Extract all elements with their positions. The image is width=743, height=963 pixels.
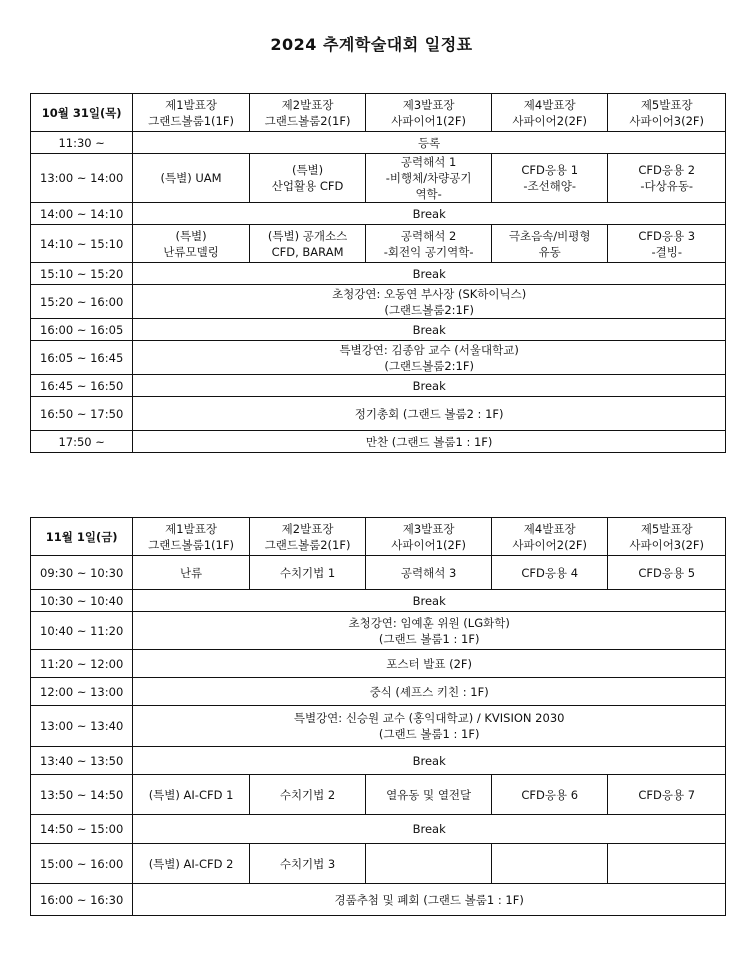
cell-line: -회전익 공기역학- xyxy=(383,244,474,259)
schedule-row xyxy=(31,225,726,263)
session-cell xyxy=(133,154,250,203)
session-cell xyxy=(491,154,608,203)
span-text: Break xyxy=(412,378,446,393)
time-cell: 16:00 ~ 16:30 xyxy=(31,884,133,916)
time-cell: 12:00 ~ 13:00 xyxy=(31,678,133,706)
span-text: Break xyxy=(412,206,446,221)
schedule-row xyxy=(31,375,726,397)
span-cell xyxy=(133,263,726,285)
session-cell xyxy=(366,225,492,263)
schedule-row xyxy=(31,154,726,203)
session-cell xyxy=(608,556,726,590)
session-cell xyxy=(249,225,366,263)
cell-line: 수치기법 1 xyxy=(279,565,336,580)
cell-line: CFD응용 6 xyxy=(521,787,579,802)
schedule-row xyxy=(31,132,726,154)
room-location: 그랜드볼룸1(1F) xyxy=(148,113,234,128)
schedule-row xyxy=(31,431,726,453)
cell-line: (특별) xyxy=(175,228,207,243)
room-location: 그랜드볼룸2(1F) xyxy=(264,113,351,128)
session-cell xyxy=(249,775,366,815)
schedule-row xyxy=(31,775,726,815)
header-row xyxy=(31,94,726,132)
cell-line: -결빙- xyxy=(651,244,682,259)
session-cell xyxy=(608,844,726,884)
time-cell: 14:50 ~ 15:00 xyxy=(31,815,133,844)
time-cell: 09:30 ~ 10:30 xyxy=(31,556,133,590)
cell-line: -비행체/차량공기 xyxy=(385,171,472,185)
cell-line: (특별) AI-CFD 2 xyxy=(148,856,234,871)
span-text: 포스터 발표 (2F) xyxy=(386,656,473,671)
time-cell: 13:40 ~ 13:50 xyxy=(31,747,133,775)
span-text: Break xyxy=(412,753,446,768)
cell-line: 공력해석 2 xyxy=(400,228,457,243)
time-cell: 16:05 ~ 16:45 xyxy=(31,341,133,375)
span-cell xyxy=(133,341,726,375)
room-name: 제1발표장 xyxy=(165,97,217,112)
span-cell xyxy=(133,375,726,397)
span-text: 초청강연: 임예훈 위원 (LG화학) xyxy=(348,615,510,630)
room-header-4 xyxy=(491,94,608,132)
cell-line: CFD응용 2 xyxy=(638,163,696,177)
room-name: 제1발표장 xyxy=(165,521,217,536)
time-cell: 13:50 ~ 14:50 xyxy=(31,775,133,815)
time-cell: 14:10 ~ 15:10 xyxy=(31,225,133,263)
cell-line: 공력해석 1 xyxy=(400,155,457,169)
page-title: 2024 추계학술대회 일정표 xyxy=(270,35,473,54)
room-location: 사파이어1(2F) xyxy=(391,113,466,128)
span-cell xyxy=(133,590,726,612)
room-name: 제3발표장 xyxy=(402,97,455,112)
time-cell: 11:20 ~ 12:00 xyxy=(31,650,133,678)
time-cell: 17:50 ~ xyxy=(31,431,133,453)
time-cell: 10:30 ~ 10:40 xyxy=(31,590,133,612)
session-cell xyxy=(491,844,608,884)
cell-line: 열유동 및 열전달 xyxy=(386,787,472,802)
schedule-row xyxy=(31,650,726,678)
span-location: (그랜드볼룸2:1F) xyxy=(384,358,474,373)
room-header-5 xyxy=(608,518,726,556)
room-header-1 xyxy=(133,518,250,556)
schedule-row xyxy=(31,285,726,319)
schedule-row xyxy=(31,263,726,285)
room-location: 그랜드볼룸2(1F) xyxy=(264,537,351,552)
session-cell xyxy=(366,556,492,590)
room-name: 제2발표장 xyxy=(281,521,334,536)
schedule-row xyxy=(31,747,726,775)
span-cell xyxy=(133,397,726,431)
time-cell: 15:20 ~ 16:00 xyxy=(31,285,133,319)
session-cell xyxy=(608,225,726,263)
time-cell: 16:50 ~ 17:50 xyxy=(31,397,133,431)
schedule-row xyxy=(31,706,726,747)
schedule-row xyxy=(31,815,726,844)
room-header-1 xyxy=(133,94,250,132)
schedule-row xyxy=(31,844,726,884)
room-header-3 xyxy=(366,518,492,556)
room-name: 제4발표장 xyxy=(523,521,576,536)
span-cell xyxy=(133,203,726,225)
cell-line: -조선해양- xyxy=(523,179,577,193)
room-location: 그랜드볼룸1(1F) xyxy=(148,537,234,552)
cell-line: (특별) UAM xyxy=(160,171,222,185)
span-cell xyxy=(133,747,726,775)
room-header-2 xyxy=(249,94,366,132)
session-cell xyxy=(491,225,608,263)
cell-line: CFD응용 3 xyxy=(638,228,696,243)
span-location: (그랜드 볼룸1 : 1F) xyxy=(378,727,480,741)
session-cell xyxy=(491,775,608,815)
span-text: 정기총회 (그랜드 볼룸2 : 1F) xyxy=(354,406,504,421)
session-cell xyxy=(133,556,250,590)
cell-line: 수치기법 2 xyxy=(279,787,336,802)
span-text: Break xyxy=(412,593,446,608)
cell-line: 난류모델링 xyxy=(163,244,219,259)
room-header-2 xyxy=(249,518,366,556)
session-cell xyxy=(133,225,250,263)
cell-line: (특별) xyxy=(291,163,324,177)
cell-line: 수치기법 3 xyxy=(279,856,336,871)
span-text: 만찬 (그랜드 볼룸1 : 1F) xyxy=(365,434,493,449)
span-cell xyxy=(133,285,726,319)
span-text: Break xyxy=(412,266,446,281)
session-cell xyxy=(249,556,366,590)
session-cell xyxy=(133,775,250,815)
cell-line: (특별) 공개소스 xyxy=(267,228,348,243)
span-cell xyxy=(133,612,726,650)
schedule-row xyxy=(31,397,726,431)
room-location: 사파이어2(2F) xyxy=(512,537,588,552)
span-text: 초청강연: 오동연 부사장 (SK하이닉스) xyxy=(332,286,527,301)
session-cell xyxy=(133,844,250,884)
span-location: (그랜드 볼룸1 : 1F) xyxy=(378,631,480,646)
room-name: 제4발표장 xyxy=(523,97,576,112)
cell-line: CFD응용 5 xyxy=(638,565,696,580)
time-cell: 16:00 ~ 16:05 xyxy=(31,319,133,341)
session-cell xyxy=(366,154,492,203)
span-cell xyxy=(133,132,726,154)
span-text: 중식 (셰프스 키친 : 1F) xyxy=(369,684,489,699)
room-header-4 xyxy=(491,518,608,556)
cell-line: CFD응용 7 xyxy=(638,787,696,802)
cell-line: 난류 xyxy=(179,565,203,580)
room-name: 제5발표장 xyxy=(640,97,693,112)
session-cell xyxy=(366,775,492,815)
time-cell: 10:40 ~ 11:20 xyxy=(31,612,133,650)
time-cell: 13:00 ~ 13:40 xyxy=(31,706,133,747)
time-cell: 14:00 ~ 14:10 xyxy=(31,203,133,225)
room-location: 사파이어2(2F) xyxy=(512,113,588,128)
room-location: 사파이어1(2F) xyxy=(391,537,466,552)
span-location: (그랜드볼룸2:1F) xyxy=(384,302,474,317)
schedule-row xyxy=(31,884,726,916)
span-cell xyxy=(133,706,726,747)
span-text: 특별강연: 신승원 교수 (홍익대학교) / KVISION 2030 xyxy=(293,711,565,725)
cell-line: 극초음속/비평형 xyxy=(508,228,591,243)
cell-line: 산업활용 CFD xyxy=(271,179,344,193)
session-cell xyxy=(608,775,726,815)
room-name: 제3발표장 xyxy=(402,521,455,536)
cell-line: CFD응용 1 xyxy=(521,163,579,177)
span-cell xyxy=(133,678,726,706)
span-text: Break xyxy=(412,322,446,337)
room-location: 사파이어3(2F) xyxy=(629,113,705,128)
schedule-table-day1 xyxy=(30,93,726,453)
cell-line: CFD응용 4 xyxy=(521,565,579,580)
span-cell xyxy=(133,319,726,341)
span-cell xyxy=(133,431,726,453)
cell-line: 유동 xyxy=(538,244,561,259)
time-cell: 16:45 ~ 16:50 xyxy=(31,375,133,397)
cell-line: CFD, BARAM xyxy=(271,244,344,259)
day-label: 10월 31일(목) xyxy=(31,94,133,132)
schedule-row xyxy=(31,203,726,225)
schedule-row xyxy=(31,612,726,650)
session-cell xyxy=(491,556,608,590)
span-cell xyxy=(133,884,726,916)
span-text: 경품추첨 및 폐회 (그랜드 볼룸1 : 1F) xyxy=(334,892,524,907)
cell-line: -다상유동- xyxy=(640,179,694,193)
session-cell xyxy=(249,154,366,203)
span-text: 특별강연: 김종암 교수 (서울대학교) xyxy=(339,342,519,357)
room-name: 제2발표장 xyxy=(281,97,334,112)
span-text: 등록 xyxy=(418,135,441,150)
cell-line: (특별) AI-CFD 1 xyxy=(148,787,234,802)
time-cell: 13:00 ~ 14:00 xyxy=(31,154,133,203)
room-header-5 xyxy=(608,94,726,132)
room-header-3 xyxy=(366,94,492,132)
schedule-row xyxy=(31,319,726,341)
room-name: 제5발표장 xyxy=(640,521,693,536)
time-cell: 11:30 ~ xyxy=(31,132,133,154)
time-cell: 15:00 ~ 16:00 xyxy=(31,844,133,884)
session-cell xyxy=(608,154,726,203)
header-row xyxy=(31,518,726,556)
cell-line: 역학- xyxy=(415,187,442,201)
session-cell xyxy=(249,844,366,884)
span-text: Break xyxy=(412,822,446,836)
schedule-row xyxy=(31,590,726,612)
schedule-row xyxy=(31,341,726,375)
schedule-row xyxy=(31,556,726,590)
day-label: 11월 1일(금) xyxy=(31,518,133,556)
time-cell: 15:10 ~ 15:20 xyxy=(31,263,133,285)
schedule-row xyxy=(31,678,726,706)
span-cell xyxy=(133,815,726,844)
session-cell xyxy=(366,844,492,884)
span-cell xyxy=(133,650,726,678)
schedule-table-day2 xyxy=(30,517,726,916)
room-location: 사파이어3(2F) xyxy=(629,537,705,552)
cell-line: 공력해석 3 xyxy=(400,565,457,580)
